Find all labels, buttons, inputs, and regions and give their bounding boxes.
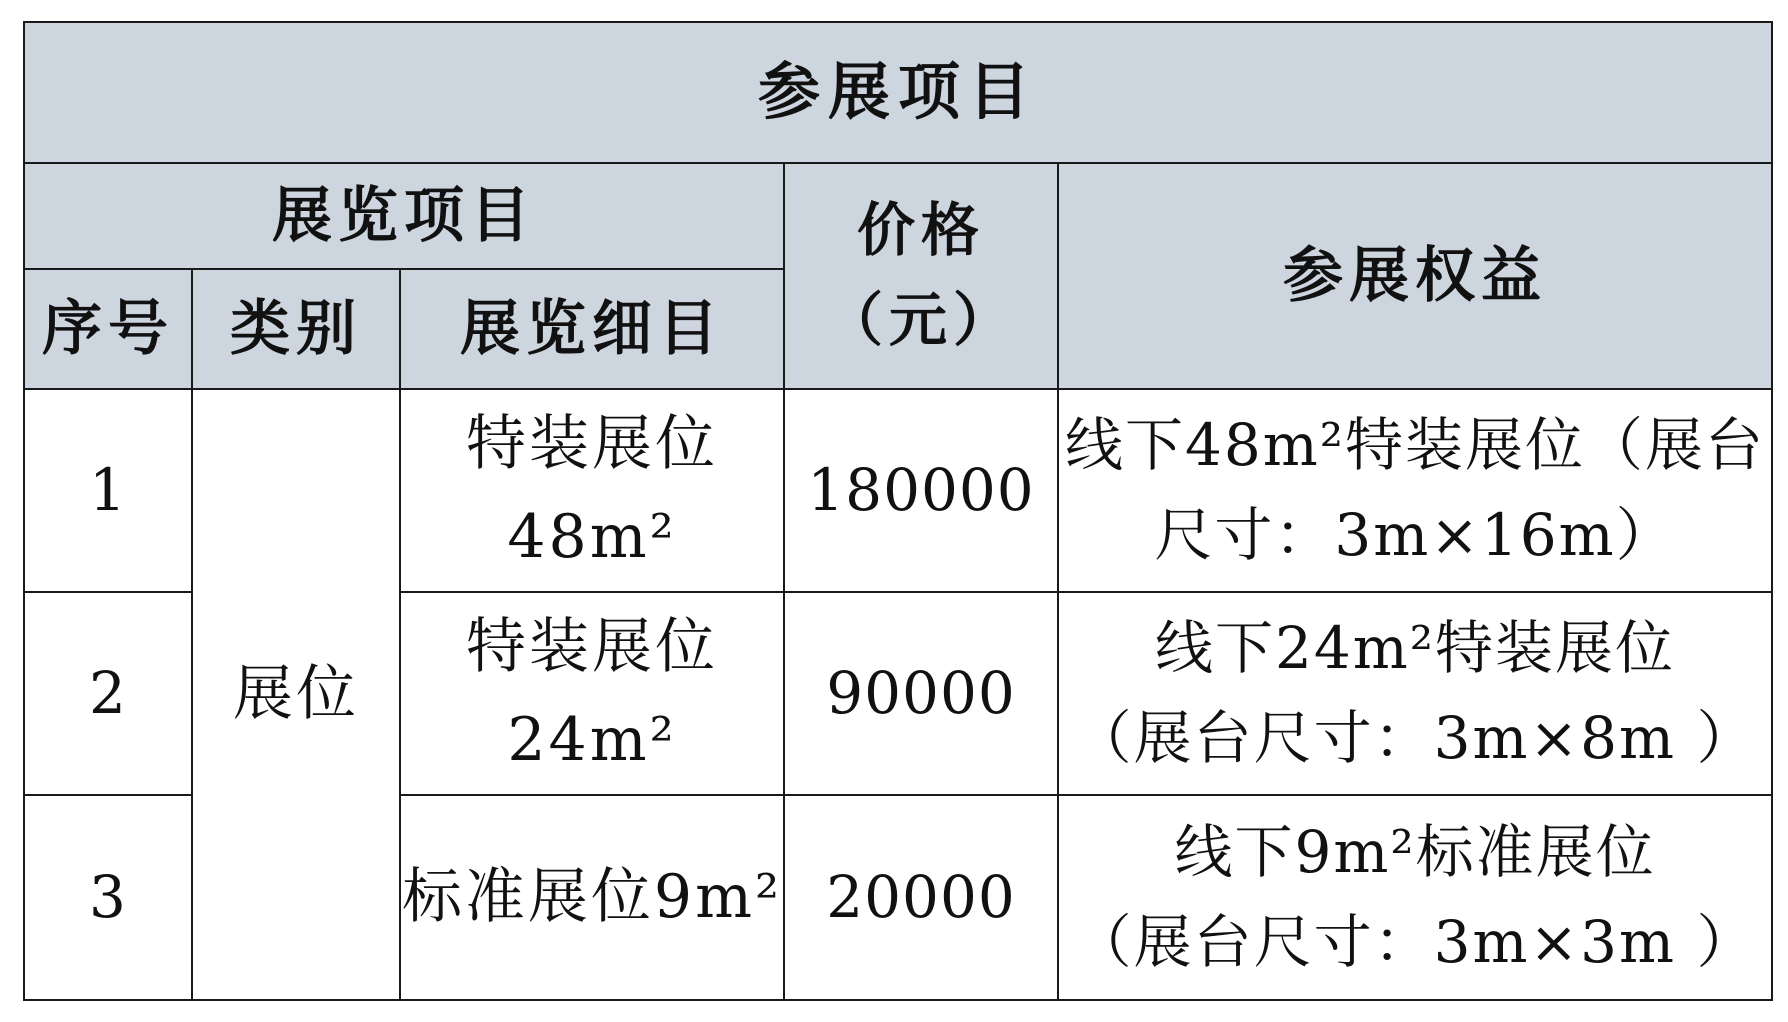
header-category: 类别 [192,269,400,389]
row-seq: 1 [24,389,192,592]
row-detail-line: 特装展位 [466,611,718,682]
header-detail: 展览细目 [400,269,784,389]
row-price: 90000 [784,592,1058,795]
row-benefit [1058,592,1772,795]
header-price [784,163,1058,389]
row-benefit-line: （展台尺寸：3m×8m ） [1073,703,1757,772]
row-detail-line: 特装展位 [466,408,718,479]
row-seq: 3 [24,795,192,1000]
row-benefit-line: 线下9m²标准展位 [1174,817,1656,886]
row-detail [400,389,784,592]
table-row [24,389,1772,592]
row-benefit-line: 尺寸：3m×16m） [1154,500,1676,569]
header-benefits: 参展权益 [1058,163,1772,389]
header-seq: 序号 [24,269,192,389]
row-detail [400,795,784,1000]
row-detail-line: 48m² [507,501,677,572]
row-detail-line: 标准展位9m² [401,862,783,932]
row-detail [400,592,784,795]
exhibition-pricing-table [23,21,1773,1001]
row-benefit [1058,795,1772,1000]
row-price: 20000 [784,795,1058,1000]
header-price-label: 价格 [856,196,985,265]
row-benefit [1058,389,1772,592]
category-cell: 展位 [192,389,400,1000]
row-benefit-line: （展台尺寸：3m×3m ） [1073,907,1757,976]
row-seq: 2 [24,592,192,795]
header-exhibition-items: 展览项目 [24,163,784,269]
table-title: 参展项目 [24,22,1772,163]
header-price-unit: （元） [824,286,1017,354]
row-detail-line: 24m² [507,704,677,775]
row-benefit-line: 线下24m²特装展位 [1155,613,1676,682]
row-benefit-line: 线下48m²特装展位（展台 [1065,410,1766,479]
row-price: 180000 [784,389,1058,592]
